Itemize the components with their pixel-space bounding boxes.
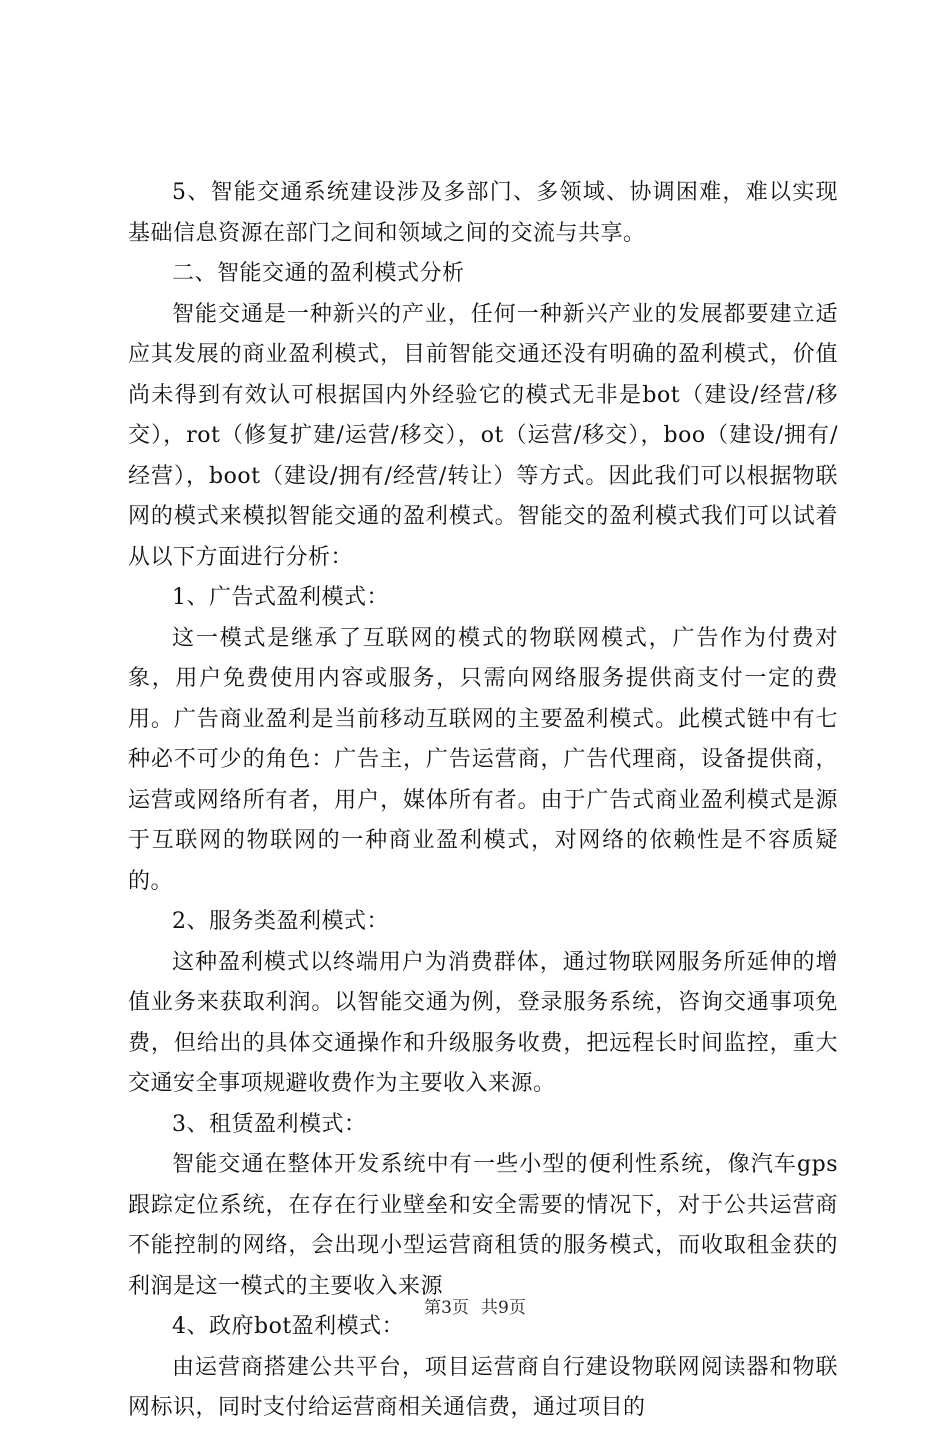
paragraph-government-bot-model: 由运营商搭建公共平台，项目运营商自行建设物联网阅读器和物联网标识，同时支付给运营商相关通信费，通过项目的 [128,1354,838,1420]
subheading-service-model: 2、服务类盈利模式： [172,909,389,934]
subheading-leasing-model: 3、租赁盈利模式： [172,1111,367,1137]
paragraph-leasing-model: 智能交通在整体开发系统中有一些小型的便利性系统，像汽车gps跟踪定位系统，在存在行业壁垒和安全需要的情况下，对于公共运营商不能控制的网络，会出现小型运营商租赁的服务模式，而收取租金获的利润是这一模式的主要收入来源 [128,1152,838,1299]
section-heading-profit-models: 二、智能交通的盈利模式分析 [172,261,465,286]
page-total: 共9页 [481,1298,526,1318]
paragraph-profit-model-intro: 智能交通是一种新兴的产业，任何一种新兴产业的发展都要建立适应其发展的商业盈利模式，目前智能交通还没有明确的盈利模式，价值尚未得到有效认可根据国内外经验它的模式无非是bot（建设/经营/移交），rot（修复扩建/运营/移交），ot（运营/移交），boo（建设/拥有/经营），boot（建设/拥有/经营/转让）等方式。因此我们可以根据物联网的模式来模拟智能交通的盈利模式。智能交的盈利模式我们可以试着从以下方面进行分析： [128,301,838,570]
page-footer [0,1297,950,1319]
document-body [128,173,838,1429]
paragraph-service-model: 这种盈利模式以终端用户为消费群体，通过物联网服务所延伸的增值业务来获取利润。以智能交通为例，登录服务系统，咨询交通事项免费，但给出的具体交通操作和升级服务收费，把远程长时间监控，重大交通安全事项规避收费作为主要收入来源。 [128,949,838,1096]
subheading-government-bot-model: 4、政府bot盈利模式： [172,1314,405,1339]
subheading-advertising-model: 1、广告式盈利模式： [172,585,389,610]
page-number: 第3页 [424,1298,469,1318]
paragraph-coordination-difficulty: 5、智能交通系统建设涉及多部门、多领域、协调困难，难以实现基础信息资源在部门之间和领域之间的交流与共享。 [128,180,838,246]
paragraph-advertising-model: 这一模式是继承了互联网的模式的物联网模式，广告作为付费对象，用户免费使用内容或服务，只需向网络服务提供商支付一定的费用。广告商业盈利是当前移动互联网的主要盈利模式。此模式链中有七种必不可少的角色：广告主，广告运营商，广告代理商，设备提供商，运营或网络所有者，用户，媒体所有者。由于广告式商业盈利模式是源于互联网的物联网的一种商业盈利模式，对网络的依赖性是不容质疑的。 [128,625,838,894]
